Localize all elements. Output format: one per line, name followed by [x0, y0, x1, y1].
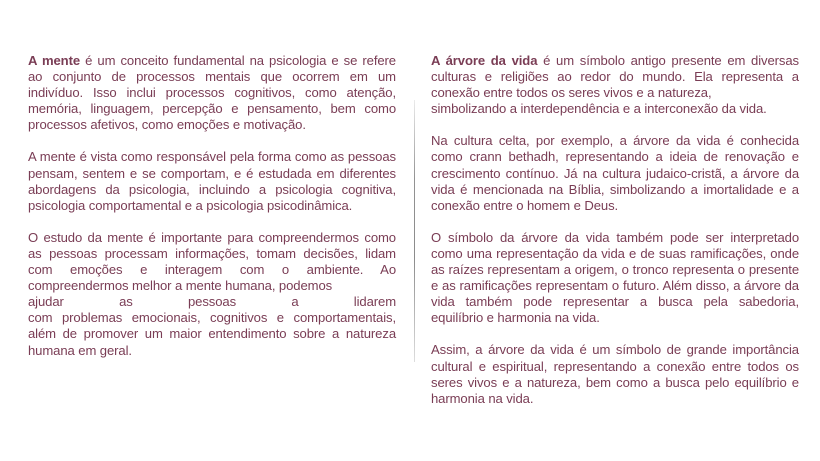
right-column-tree-of-life: [431, 53, 799, 423]
paragraph-tree-cultures: Na cultura celta, por exemplo, a árvore da vida é conhecida como crann bethadh, representando a ideia de renovação e crescimento contínuo. Já na cultura judaico-cristã, a árvore da vida é mencionada na Bíblia, simbolizando a imortalidade e a conexão entre o homem e Deus.: [431, 133, 799, 213]
paragraph-tree-interpretation: O símbolo da árvore da vida também pode ser interpretado como uma representação da vida e de suas ramificações, onde as raízes representam a origem, o tronco representa o presente e as ramificações representam o futuro. Além disso, a árvore da vida também pode representar a busca pela sabedoria, equilíbrio e harmonia na vida.: [431, 229, 799, 326]
paragraph-text: O estudo da mente é importante para compreendermos como as pessoas processam informações, tomam decisões, lidam com emoções e interagem com o ambiente. Ao compreendermos melhor a mente humana, podemos: [28, 229, 396, 294]
paragraph-text: simbolizando a interdependência e a interconexão da vida.: [431, 101, 767, 117]
paragraph-mind-definition: [28, 53, 396, 133]
column-divider: [414, 100, 415, 362]
paragraph-text: é um símbolo antigo presente em diversas culturas e religiões ao redor do mundo. Ela representa a conexão entre todos os seres vivos e a natureza,: [431, 53, 799, 101]
paragraph-text: com problemas emocionais, cognitivos e comportamentais, além de promover um maior entendimento sobre a natureza humana em geral.: [28, 310, 396, 358]
paragraph-tree-conclusion: Assim, a árvore da vida é um símbolo de grande importância cultural e espiritual, representando a conexão entre todos os seres vivos e a natureza, bem como a busca pelo equilíbrio e harmonia na vida.: [431, 342, 799, 406]
left-column-mind: [28, 53, 396, 375]
paragraph-tree-definition: [431, 53, 799, 117]
paragraph-mind-approaches: A mente é vista como responsável pela forma como as pessoas pensam, sentem e se comportam, e é estudada em diferentes abordagens da psicologia, incluindo a psicologia cognitiva, psicologia comportamental e a psicologia psicodinâmica.: [28, 149, 396, 213]
paragraph-text: é um conceito fundamental na psicologia e se refere ao conjunto de processos mentais que ocorrem em um indivíduo. Isso inclui processos cognitivos, como atenção, memória, linguagem, percepção e pensamento, bem como processos afetivos, como emoções e motivação.: [28, 53, 396, 133]
term-arvore-da-vida: A árvore da vida: [431, 53, 538, 68]
paragraph-text-justified-line: ajudar as pessoas a lidarem: [28, 294, 396, 310]
term-a-mente: A mente: [28, 53, 81, 68]
paragraph-mind-study: [28, 230, 396, 359]
